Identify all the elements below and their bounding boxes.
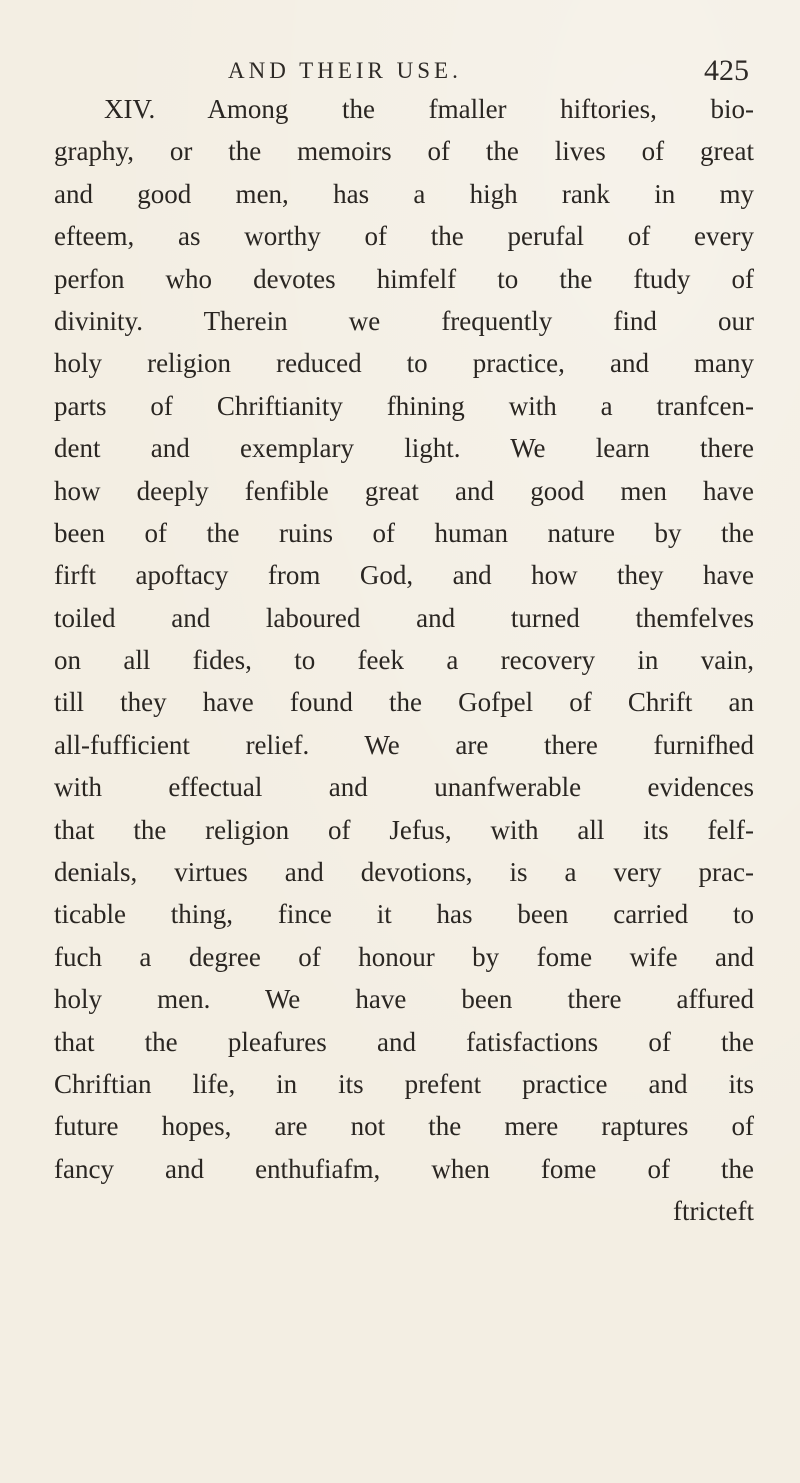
text-line: fancy and enthufiafm, when fome of the (54, 1153, 754, 1184)
text-line: that the pleafures and fatisfactions of the (54, 1026, 754, 1057)
text-line: Chriftian life, in its prefent practice and its (54, 1068, 754, 1099)
text-line: been of the ruins of human nature by the (54, 517, 754, 548)
text-line: efteem, as worthy of the perufal of every (54, 221, 754, 252)
running-head: AND THEIR USE. (228, 58, 462, 83)
text-line: holy men. We have been there affured (54, 984, 754, 1015)
text-line: that the religion of Jefus, with all its felf- (54, 814, 754, 845)
text-line: toiled and laboured and turned themfelves (54, 602, 754, 633)
catchword: ftricteft (673, 1196, 754, 1227)
text-line: fuch a degree of honour by fome wife and (54, 941, 754, 972)
text-line: parts of Chriftianity fhining with a tranfcen- (54, 390, 754, 421)
text-line: all-fufficient relief. We are there furnifhed (54, 729, 754, 760)
text-line: divinity. Therein we frequently find our (54, 305, 754, 336)
text-line: and good men, has a high rank in my (54, 178, 754, 209)
text-line: dent and exemplary light. We learn there (54, 433, 754, 464)
text-line: how deeply fenfible great and good men have (54, 475, 754, 506)
text-line: graphy, or the memoirs of the lives of great (54, 136, 754, 167)
text-line: perfon who devotes himfelf to the ftudy of (54, 263, 754, 294)
text-line: ticable thing, fince it has been carried to (54, 899, 754, 930)
page-number: 425 (704, 54, 749, 87)
text-line: firft apoftacy from God, and how they have (54, 560, 754, 591)
text-line: with effectual and unanfwerable evidences (54, 772, 754, 803)
text-line: on all fides, to feek a recovery in vain, (54, 645, 754, 676)
text-line: till they have found the Gofpel of Chrift an (54, 687, 754, 718)
text-line: future hopes, are not the mere raptures of (54, 1111, 754, 1142)
text-line: holy religion reduced to practice, and many (54, 348, 754, 379)
text-line: denials, virtues and devotions, is a very prac- (54, 857, 754, 888)
text-line: XIV. Among the fmaller hiftories, bio- (104, 94, 754, 124)
body-text (54, 88, 754, 1233)
